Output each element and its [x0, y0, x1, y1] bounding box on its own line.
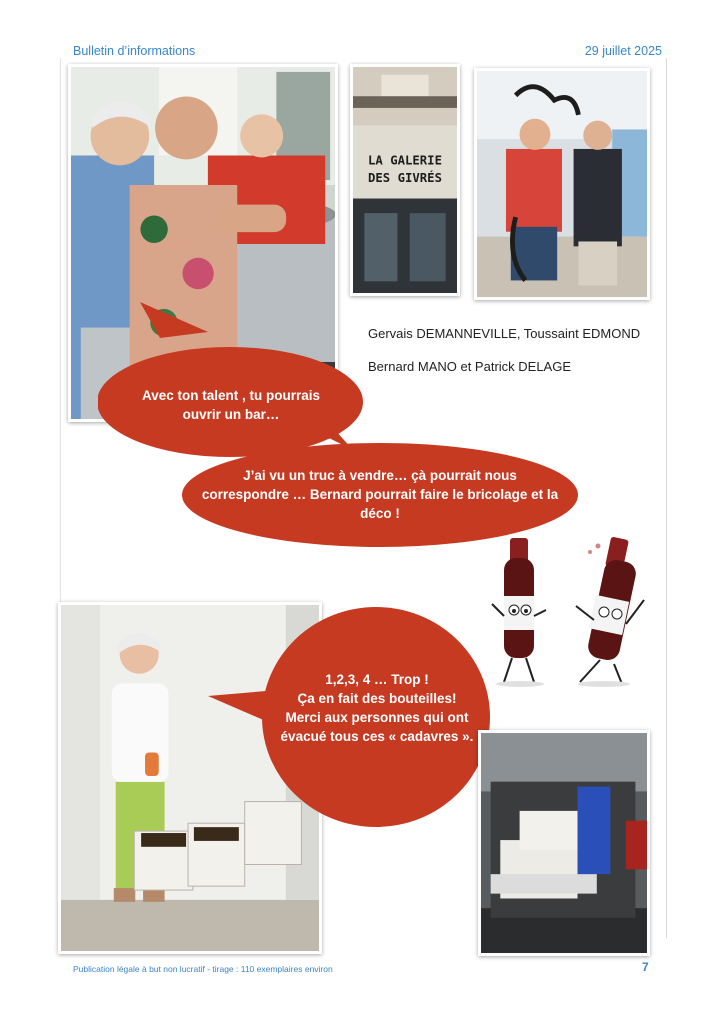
left-divider	[60, 58, 61, 618]
bubble-talent-line1: Avec ton talent , tu pourrais	[141, 388, 321, 403]
bubble-sale-line2: correspondre … Bernard pourrait faire le bricolage et la	[201, 487, 559, 502]
bubble-talent-text	[120, 386, 342, 424]
storefront-sign-line2: DES GIVRÉS	[368, 169, 442, 185]
bubble-bottles-text	[272, 670, 482, 746]
bubble-bottles-line3: Merci aux personnes qui ont	[285, 710, 469, 725]
bubble-bottles-line4: évacué tous ces « cadavres ».	[280, 729, 474, 744]
photo-car-trunk	[478, 730, 650, 956]
bulletin-date: 29 juillet 2025	[584, 44, 662, 58]
footer-publication-note: Publication légale à but non lucratif - tirage : 110 exemplaires environ	[73, 964, 333, 974]
dancing-bottles-illustration	[490, 536, 650, 688]
storefront-sign-line1: LA GALERIE	[368, 152, 442, 168]
photo-antlers	[474, 68, 650, 300]
right-divider	[666, 58, 667, 938]
bubble-bottles-line2: Ça en fait des bouteilles!	[297, 691, 457, 706]
photo-storefront	[350, 64, 460, 296]
bubble-sale-line1: J’ai vu un truc à vendre… çà pourrait nous	[243, 468, 517, 483]
bubble-sale-text	[190, 466, 570, 523]
caption-names-2: Bernard MANO et Patrick DELAGE	[368, 359, 572, 374]
speech-bubble-talent	[98, 300, 388, 460]
bubble-sale-line3: déco !	[360, 506, 400, 521]
page-number: 7	[642, 960, 649, 974]
bubble-talent-line2: ouvrir un bar…	[182, 407, 280, 422]
caption-names-1: Gervais DEMANNEVILLE, Toussaint EDMOND	[368, 326, 641, 341]
bulletin-title: Bulletin d’informations	[73, 44, 196, 58]
bubble-bottles-line1: 1,2,3, 4 … Trop !	[325, 672, 429, 687]
